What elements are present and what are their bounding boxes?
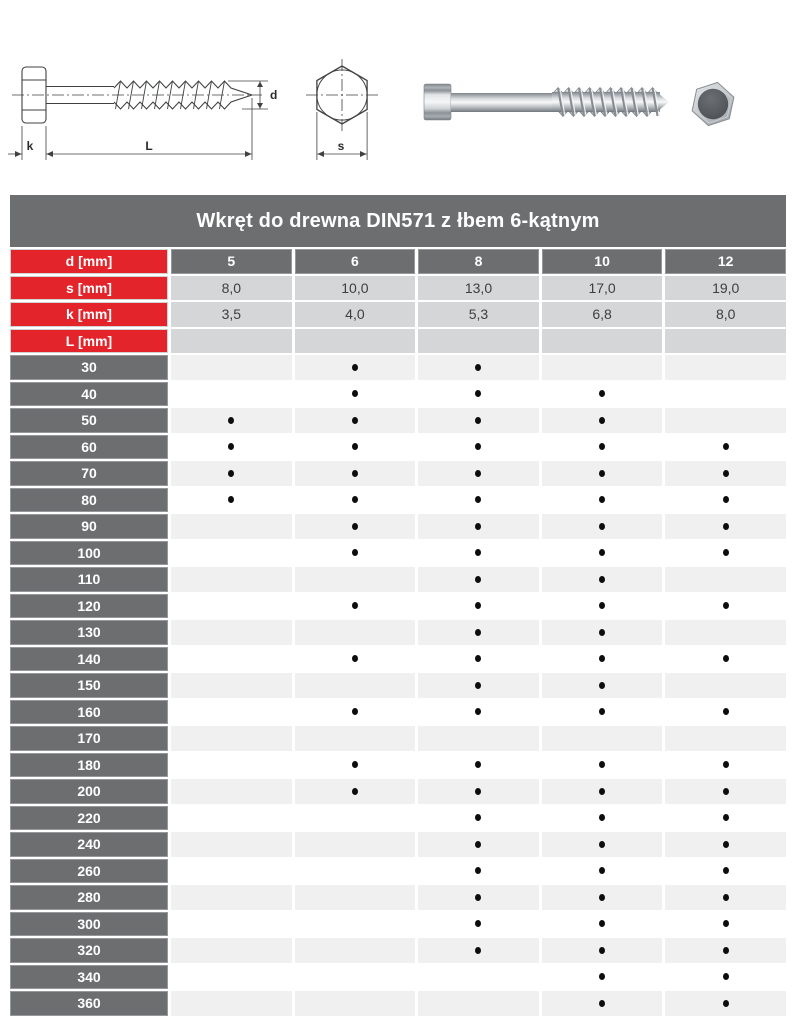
availability-cell: [418, 859, 539, 884]
availability-dot: [475, 629, 481, 636]
availability-dot: [352, 390, 358, 397]
length-label: 50: [10, 408, 168, 433]
availability-cell: [665, 991, 786, 1016]
length-label: 220: [10, 806, 168, 831]
availability-dot: [723, 443, 729, 450]
availability-cell: [665, 541, 786, 566]
availability-cell: [542, 700, 663, 725]
availability-cell: [295, 567, 416, 592]
availability-cell: [665, 938, 786, 963]
length-label: 200: [10, 779, 168, 804]
table-grid: [10, 249, 786, 1016]
availability-dot: [723, 973, 729, 980]
availability-cell: [171, 435, 292, 460]
availability-cell: [542, 488, 663, 513]
availability-dot: [599, 682, 605, 689]
availability-dot: [475, 390, 481, 397]
availability-dot: [352, 708, 358, 715]
availability-cell: [295, 779, 416, 804]
availability-cell: [542, 673, 663, 698]
availability-dot: [475, 841, 481, 848]
availability-cell: [665, 620, 786, 645]
length-label: 160: [10, 700, 168, 725]
availability-dot: [723, 1000, 729, 1007]
diameter-header-8: 8: [418, 249, 539, 274]
availability-dot: [352, 470, 358, 477]
availability-dot: [723, 814, 729, 821]
availability-dot: [475, 814, 481, 821]
availability-dot: [723, 788, 729, 795]
availability-cell: [542, 912, 663, 937]
availability-cell: [171, 859, 292, 884]
availability-dot: [599, 814, 605, 821]
availability-dot: [599, 1000, 605, 1007]
availability-cell: [665, 753, 786, 778]
availability-cell: [665, 382, 786, 407]
availability-cell: [542, 382, 663, 407]
availability-dot: [599, 947, 605, 954]
availability-dot: [599, 549, 605, 556]
availability-dot: [723, 867, 729, 874]
availability-dot: [723, 549, 729, 556]
availability-dot: [228, 443, 234, 450]
row-header-k: k [mm]: [10, 302, 168, 327]
availability-cell: [295, 806, 416, 831]
availability-dot: [723, 841, 729, 848]
diameter-header-6: 6: [295, 249, 416, 274]
availability-cell: [171, 885, 292, 910]
s-value: 19,0: [665, 276, 786, 301]
availability-dot: [599, 417, 605, 424]
k-value: 6,8: [542, 302, 663, 327]
table-title: Wkręt do drewna DIN571 z łbem 6-kątnym: [10, 195, 786, 247]
k-value: 8,0: [665, 302, 786, 327]
availability-cell: [418, 355, 539, 380]
length-label: 130: [10, 620, 168, 645]
availability-cell: [418, 647, 539, 672]
availability-cell: [295, 832, 416, 857]
availability-cell: [542, 753, 663, 778]
availability-dot: [599, 761, 605, 768]
availability-cell: [542, 514, 663, 539]
availability-cell: [171, 355, 292, 380]
availability-dot: [475, 947, 481, 954]
availability-cell: [418, 514, 539, 539]
availability-dot: [352, 364, 358, 371]
availability-dot: [352, 443, 358, 450]
availability-cell: [295, 753, 416, 778]
availability-dot: [475, 443, 481, 450]
availability-cell: [418, 620, 539, 645]
s-value: 13,0: [418, 276, 539, 301]
length-label: 150: [10, 673, 168, 698]
availability-cell: [295, 382, 416, 407]
availability-dot: [723, 761, 729, 768]
availability-cell: [171, 991, 292, 1016]
empty-cell: [665, 329, 786, 354]
availability-dot: [228, 496, 234, 503]
availability-dot: [475, 682, 481, 689]
row-header-L: L [mm]: [10, 329, 168, 354]
length-label: 60: [10, 435, 168, 460]
availability-dot: [723, 920, 729, 927]
availability-cell: [295, 408, 416, 433]
availability-cell: [665, 594, 786, 619]
length-label: 140: [10, 647, 168, 672]
availability-cell: [542, 991, 663, 1016]
availability-cell: [171, 673, 292, 698]
availability-cell: [418, 832, 539, 857]
hex-head-photo: [690, 79, 736, 130]
availability-cell: [418, 408, 539, 433]
availability-cell: [418, 885, 539, 910]
availability-cell: [542, 620, 663, 645]
availability-dot: [475, 470, 481, 477]
availability-cell: [171, 726, 292, 751]
availability-cell: [295, 700, 416, 725]
dim-label-d: d: [270, 88, 278, 102]
availability-cell: [295, 435, 416, 460]
empty-cell: [418, 329, 539, 354]
availability-dot: [475, 867, 481, 874]
availability-cell: [542, 541, 663, 566]
availability-cell: [171, 912, 292, 937]
s-value: 10,0: [295, 276, 416, 301]
k-value: 3,5: [171, 302, 292, 327]
length-label: 320: [10, 938, 168, 963]
availability-cell: [171, 832, 292, 857]
availability-dot: [599, 602, 605, 609]
availability-dot: [475, 576, 481, 583]
empty-cell: [171, 329, 292, 354]
availability-cell: [418, 991, 539, 1016]
availability-dot: [723, 496, 729, 503]
availability-cell: [171, 594, 292, 619]
availability-cell: [665, 514, 786, 539]
availability-cell: [542, 461, 663, 486]
availability-cell: [418, 806, 539, 831]
availability-dot: [599, 629, 605, 636]
availability-cell: [665, 461, 786, 486]
availability-cell: [542, 647, 663, 672]
availability-cell: [542, 965, 663, 990]
length-label: 170: [10, 726, 168, 751]
length-label: 110: [10, 567, 168, 592]
availability-cell: [542, 779, 663, 804]
availability-dot: [228, 470, 234, 477]
availability-cell: [665, 726, 786, 751]
availability-dot: [475, 920, 481, 927]
availability-cell: [295, 885, 416, 910]
availability-dot: [599, 867, 605, 874]
availability-cell: [295, 594, 416, 619]
length-label: 120: [10, 594, 168, 619]
availability-cell: [665, 673, 786, 698]
availability-dot: [599, 894, 605, 901]
availability-cell: [542, 832, 663, 857]
availability-cell: [295, 991, 416, 1016]
availability-dot: [352, 496, 358, 503]
dim-label-L: L: [145, 139, 153, 153]
availability-dot: [599, 443, 605, 450]
availability-cell: [542, 885, 663, 910]
availability-cell: [665, 488, 786, 513]
availability-dot: [723, 602, 729, 609]
availability-cell: [418, 938, 539, 963]
availability-dot: [723, 708, 729, 715]
availability-dot: [599, 655, 605, 662]
availability-dot: [723, 523, 729, 530]
availability-cell: [418, 461, 539, 486]
availability-cell: [542, 594, 663, 619]
availability-dot: [475, 602, 481, 609]
screw-photo: [424, 84, 669, 120]
availability-dot: [475, 894, 481, 901]
availability-cell: [665, 912, 786, 937]
availability-dot: [352, 417, 358, 424]
length-label: 280: [10, 885, 168, 910]
availability-cell: [542, 408, 663, 433]
empty-cell: [295, 329, 416, 354]
row-header-s: s [mm]: [10, 276, 168, 301]
length-label: 100: [10, 541, 168, 566]
availability-cell: [171, 965, 292, 990]
length-label: 180: [10, 753, 168, 778]
availability-cell: [542, 938, 663, 963]
dim-label-k: k: [26, 139, 34, 153]
availability-dot: [599, 523, 605, 530]
availability-dot: [599, 920, 605, 927]
length-label: 360: [10, 991, 168, 1016]
availability-cell: [418, 779, 539, 804]
availability-cell: [171, 567, 292, 592]
availability-dot: [352, 523, 358, 530]
availability-cell: [295, 355, 416, 380]
availability-cell: [665, 859, 786, 884]
availability-cell: [171, 461, 292, 486]
availability-cell: [171, 806, 292, 831]
availability-cell: [418, 700, 539, 725]
length-label: 260: [10, 859, 168, 884]
figures-strip: [0, 0, 796, 192]
availability-dot: [475, 496, 481, 503]
availability-cell: [542, 859, 663, 884]
availability-cell: [542, 355, 663, 380]
length-label: 30: [10, 355, 168, 380]
availability-cell: [418, 753, 539, 778]
availability-cell: [418, 435, 539, 460]
availability-cell: [171, 779, 292, 804]
availability-cell: [665, 885, 786, 910]
availability-cell: [665, 408, 786, 433]
k-value: 4,0: [295, 302, 416, 327]
availability-cell: [542, 806, 663, 831]
availability-cell: [418, 965, 539, 990]
availability-cell: [295, 461, 416, 486]
dim-label-s: s: [337, 139, 345, 153]
availability-dot: [352, 602, 358, 609]
availability-cell: [665, 355, 786, 380]
length-label: 240: [10, 832, 168, 857]
length-label: 40: [10, 382, 168, 407]
availability-cell: [665, 567, 786, 592]
length-label: 70: [10, 461, 168, 486]
availability-cell: [295, 938, 416, 963]
availability-dot: [352, 549, 358, 556]
availability-cell: [665, 779, 786, 804]
empty-cell: [542, 329, 663, 354]
availability-cell: [665, 806, 786, 831]
availability-cell: [171, 753, 292, 778]
availability-cell: [418, 541, 539, 566]
availability-cell: [542, 567, 663, 592]
row-header-d: d [mm]: [10, 249, 168, 274]
availability-dot: [599, 841, 605, 848]
availability-cell: [295, 620, 416, 645]
availability-cell: [295, 726, 416, 751]
availability-cell: [171, 488, 292, 513]
availability-cell: [295, 965, 416, 990]
availability-cell: [295, 647, 416, 672]
availability-dot: [352, 761, 358, 768]
length-label: 340: [10, 965, 168, 990]
availability-cell: [665, 832, 786, 857]
availability-dot: [475, 761, 481, 768]
availability-dot: [723, 470, 729, 477]
availability-cell: [295, 673, 416, 698]
diameter-header-12: 12: [665, 249, 786, 274]
length-label: 300: [10, 912, 168, 937]
availability-cell: [295, 488, 416, 513]
length-label: 80: [10, 488, 168, 513]
availability-dot: [599, 788, 605, 795]
availability-dot: [475, 523, 481, 530]
availability-dot: [228, 417, 234, 424]
availability-dot: [723, 655, 729, 662]
availability-cell: [418, 594, 539, 619]
availability-dot: [352, 655, 358, 662]
availability-dot: [475, 417, 481, 424]
size-table: [10, 195, 786, 1016]
availability-cell: [171, 408, 292, 433]
availability-dot: [352, 788, 358, 795]
hex-head-drawing: [306, 59, 378, 160]
availability-dot: [599, 496, 605, 503]
length-label: 90: [10, 514, 168, 539]
availability-dot: [599, 708, 605, 715]
availability-cell: [171, 620, 292, 645]
availability-cell: [542, 435, 663, 460]
availability-cell: [171, 647, 292, 672]
availability-cell: [171, 541, 292, 566]
availability-dot: [475, 708, 481, 715]
availability-dot: [475, 655, 481, 662]
availability-cell: [418, 673, 539, 698]
availability-cell: [171, 700, 292, 725]
availability-cell: [418, 488, 539, 513]
availability-dot: [599, 470, 605, 477]
availability-dot: [599, 576, 605, 583]
availability-cell: [171, 382, 292, 407]
s-value: 17,0: [542, 276, 663, 301]
availability-cell: [418, 382, 539, 407]
k-value: 5,3: [418, 302, 539, 327]
availability-cell: [418, 726, 539, 751]
availability-cell: [665, 700, 786, 725]
diameter-header-5: 5: [171, 249, 292, 274]
availability-cell: [171, 514, 292, 539]
availability-cell: [418, 912, 539, 937]
availability-cell: [665, 435, 786, 460]
availability-dot: [723, 947, 729, 954]
availability-cell: [295, 859, 416, 884]
dimension-lines: [8, 81, 268, 160]
availability-dot: [475, 364, 481, 371]
availability-cell: [665, 965, 786, 990]
availability-dot: [475, 549, 481, 556]
availability-dot: [723, 894, 729, 901]
availability-cell: [171, 938, 292, 963]
availability-cell: [542, 726, 663, 751]
diameter-header-10: 10: [542, 249, 663, 274]
s-value: 8,0: [171, 276, 292, 301]
availability-cell: [665, 647, 786, 672]
availability-cell: [295, 541, 416, 566]
availability-dot: [475, 788, 481, 795]
screw-side-drawing: [8, 67, 277, 160]
availability-cell: [418, 567, 539, 592]
availability-dot: [599, 390, 605, 397]
availability-dot: [599, 973, 605, 980]
availability-cell: [295, 912, 416, 937]
availability-cell: [295, 514, 416, 539]
